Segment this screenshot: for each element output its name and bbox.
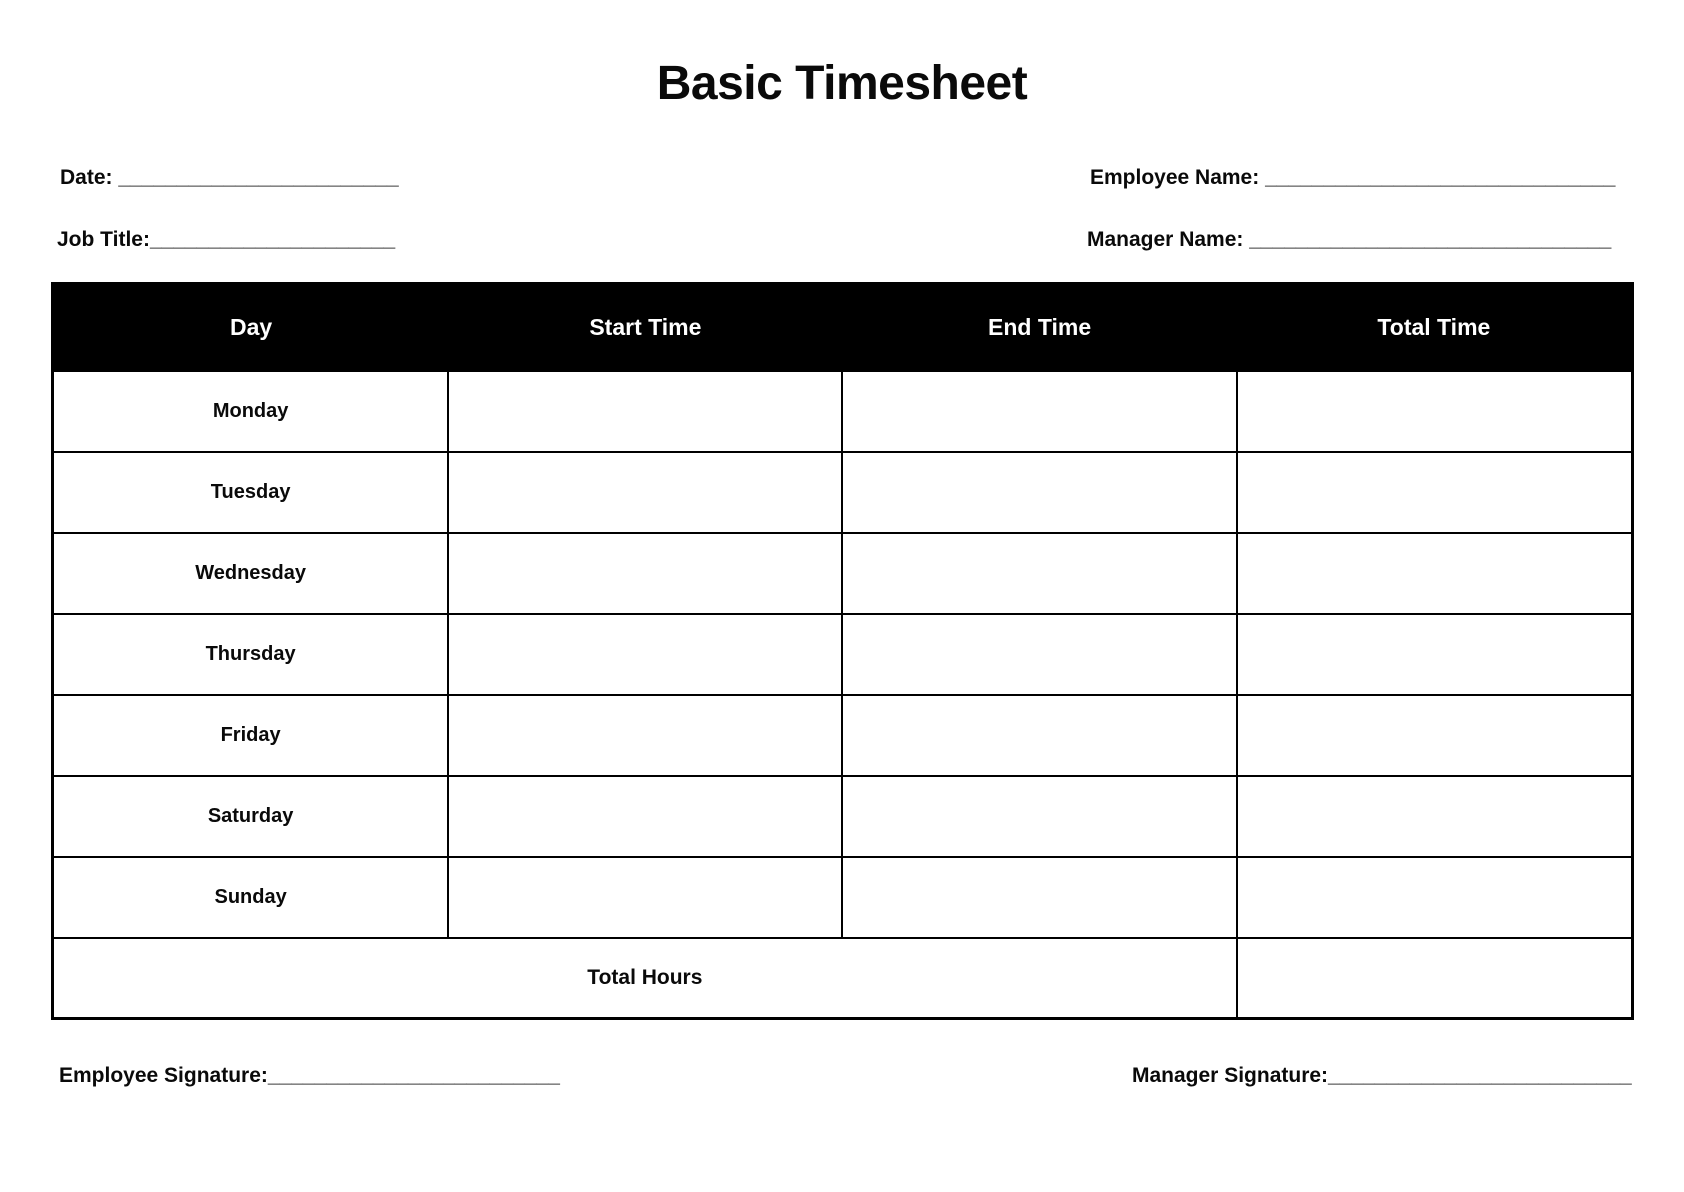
total-hours-value-cell[interactable] <box>1237 938 1633 1019</box>
manager-name-field <box>1087 228 1611 252</box>
employee-name-label: Employee Name: <box>1090 166 1266 189</box>
job-title-field <box>57 228 395 252</box>
total-time-cell[interactable] <box>1237 776 1633 857</box>
col-header-total-time: Total Time <box>1237 284 1633 372</box>
table-header-row <box>53 284 1633 372</box>
day-cell: Thursday <box>53 614 449 695</box>
employee-signature-label: Employee Signature: <box>59 1064 268 1087</box>
page-title: Basic Timesheet <box>656 57 1028 110</box>
manager-signature-line[interactable]: __________________________ <box>1328 1064 1632 1087</box>
end-time-cell[interactable] <box>842 614 1236 695</box>
end-time-cell[interactable] <box>842 533 1236 614</box>
end-time-cell[interactable] <box>842 776 1236 857</box>
col-header-end-time: End Time <box>842 284 1236 372</box>
date-label: Date: <box>60 166 119 189</box>
table-row <box>53 533 1633 614</box>
employee-name-input-line[interactable]: ______________________________ <box>1265 166 1616 189</box>
col-header-day: Day <box>53 284 449 372</box>
total-hours-label: Total Hours <box>53 938 1237 1019</box>
job-title-label: Job Title: <box>57 228 150 251</box>
table-row <box>53 695 1633 776</box>
employee-name-field <box>1090 166 1615 190</box>
day-cell: Monday <box>53 371 449 452</box>
end-time-cell[interactable] <box>842 695 1236 776</box>
start-time-cell[interactable] <box>448 533 842 614</box>
table-row <box>53 371 1633 452</box>
timesheet-table <box>51 282 1634 1020</box>
start-time-cell[interactable] <box>448 371 842 452</box>
day-cell: Wednesday <box>53 533 449 614</box>
day-cell: Saturday <box>53 776 449 857</box>
table-row <box>53 452 1633 533</box>
date-field <box>60 166 399 190</box>
end-time-cell[interactable] <box>842 857 1236 938</box>
employee-signature-field <box>59 1064 560 1088</box>
table-row <box>53 614 1633 695</box>
end-time-cell[interactable] <box>842 452 1236 533</box>
manager-signature-field <box>1132 1064 1632 1088</box>
job-title-input-line[interactable]: _____________________ <box>149 228 396 251</box>
manager-name-input-line[interactable]: _______________________________ <box>1249 228 1612 251</box>
timesheet-body <box>53 371 1633 938</box>
day-cell: Sunday <box>53 857 449 938</box>
day-cell: Tuesday <box>53 452 449 533</box>
start-time-cell[interactable] <box>448 614 842 695</box>
employee-signature-line[interactable]: _________________________ <box>267 1064 560 1087</box>
total-time-cell[interactable] <box>1237 695 1633 776</box>
start-time-cell[interactable] <box>448 776 842 857</box>
total-time-cell[interactable] <box>1237 857 1633 938</box>
day-cell: Friday <box>53 695 449 776</box>
start-time-cell[interactable] <box>448 695 842 776</box>
table-row <box>53 857 1633 938</box>
total-time-cell[interactable] <box>1237 614 1633 695</box>
manager-signature-label: Manager Signature: <box>1132 1064 1329 1087</box>
end-time-cell[interactable] <box>842 371 1236 452</box>
start-time-cell[interactable] <box>448 452 842 533</box>
manager-name-label: Manager Name: <box>1087 228 1250 251</box>
start-time-cell[interactable] <box>448 857 842 938</box>
table-row <box>53 776 1633 857</box>
col-header-start-time: Start Time <box>448 284 842 372</box>
total-time-cell[interactable] <box>1237 533 1633 614</box>
total-time-cell[interactable] <box>1237 452 1633 533</box>
total-time-cell[interactable] <box>1237 371 1633 452</box>
total-hours-row <box>53 938 1633 1019</box>
date-input-line[interactable]: ________________________ <box>118 166 399 189</box>
